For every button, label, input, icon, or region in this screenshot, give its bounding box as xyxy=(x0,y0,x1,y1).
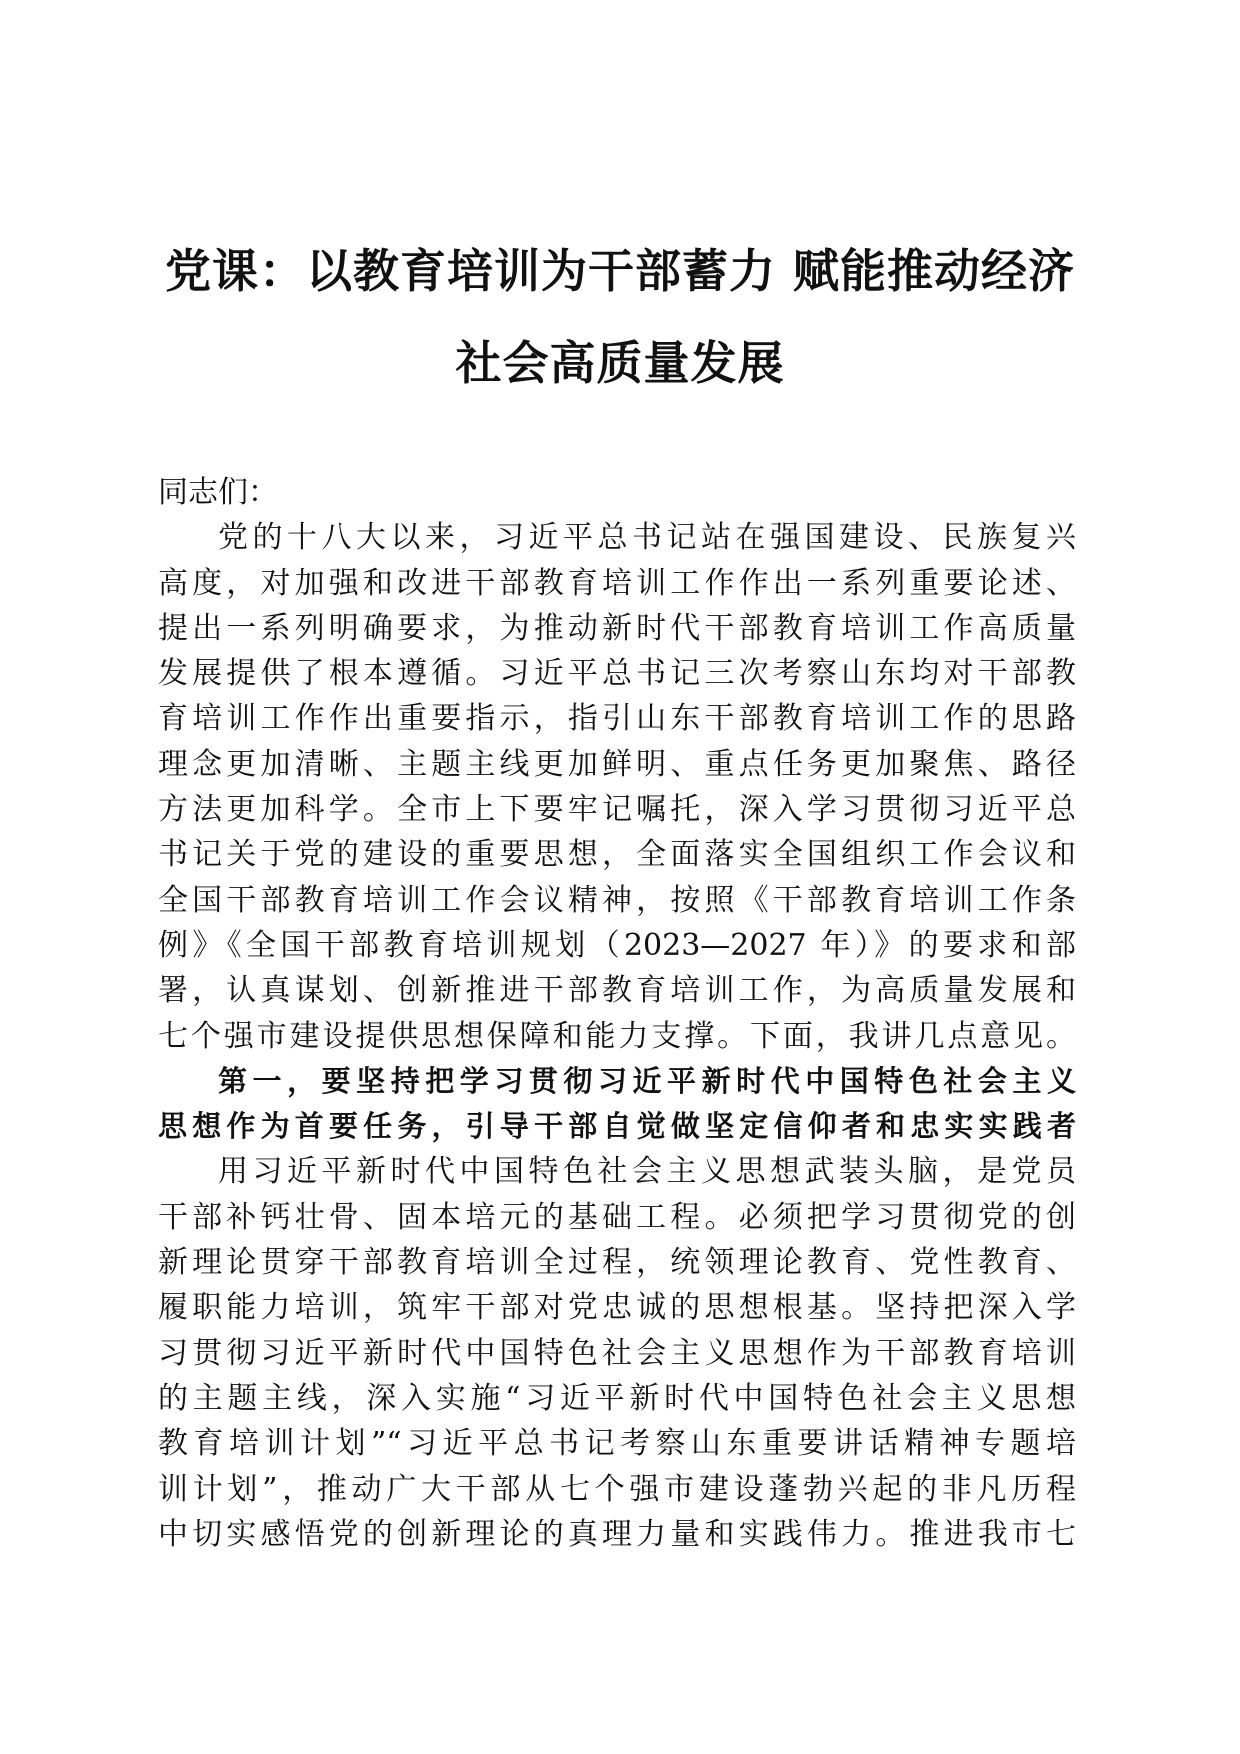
heading-line: 思想作为首要任务，引导干部自觉做坚定信仰者和忠实实践者 xyxy=(158,1109,1076,1144)
paragraph-line: 干部补钙壮骨、固本培元的基础工程。必须把学习贯彻党的创 xyxy=(158,1199,1076,1235)
paragraph-line: 履职能力培训，筑牢干部对党忠诚的思想根基。坚持把深入学 xyxy=(158,1290,1076,1326)
salutation: 同志们： xyxy=(158,475,278,510)
title-line-2: 社会高质量发展 xyxy=(455,336,785,390)
paragraph-line: 高度，对加强和改进干部教育培训工作作出一系列重要论述、 xyxy=(158,565,1076,601)
paragraph-section-1 xyxy=(158,1149,1076,1557)
paragraph-line: 育培训工作作出重要指示，指引山东干部教育培训工作的思路 xyxy=(158,701,1076,737)
paragraph-line: 理念更加清晰、主题主线更加鲜明、重点任务更加聚焦、路径 xyxy=(158,746,1076,782)
document-body xyxy=(158,470,1076,1557)
paragraph-intro xyxy=(158,515,1076,1059)
paragraph-line: 教育培训计划”“习近平总书记考察山东重要讲话精神专题培 xyxy=(158,1426,1076,1462)
heading-line: 第一，要坚持把学习贯彻习近平新时代中国特色社会主义 xyxy=(218,1063,1076,1098)
paragraph-line: 中切实感悟党的创新理论的真理力量和实践伟力。推进我市七 xyxy=(158,1516,1076,1552)
paragraph-line: 发展提供了根本遵循。习近平总书记三次考察山东均对干部教 xyxy=(158,656,1076,692)
paragraph-line: 书记关于党的建设的重要思想，全面落实全国组织工作会议和 xyxy=(158,837,1076,873)
paragraph-line: 习贯彻习近平新时代中国特色社会主义思想作为干部教育培训 xyxy=(158,1335,1076,1371)
document-title xyxy=(140,225,1100,409)
paragraph-line: 方法更加科学。全市上下要牢记嘱托，深入学习贯彻习近平总 xyxy=(158,792,1076,828)
paragraph-line: 全国干部教育培训工作会议精神，按照《干部教育培训工作条 xyxy=(158,882,1076,918)
paragraph-line: 署，认真谋划、创新推进干部教育培训工作，为高质量发展和 xyxy=(158,973,1076,1009)
paragraph-line: 的主题主线，深入实施“习近平新时代中国特色社会主义思想 xyxy=(158,1380,1076,1416)
paragraph-line: 新理论贯穿干部教育培训全过程，统领理论教育、党性教育、 xyxy=(158,1245,1076,1281)
paragraph-line: 训计划”，推动广大干部从七个强市建设蓬勃兴起的非凡历程 xyxy=(158,1471,1076,1507)
paragraph-line: 党的十八大以来，习近平总书记站在强国建设、民族复兴 xyxy=(218,520,1076,556)
paragraph-line: 七个强市建设提供思想保障和能力支撑。下面，我讲几点意见。 xyxy=(158,1018,1076,1054)
section-heading-1 xyxy=(158,1059,1076,1150)
paragraph-line: 提出一系列明确要求，为推动新时代干部教育培训工作高质量 xyxy=(158,610,1076,646)
paragraph-line: 用习近平新时代中国特色社会主义思想武装头脑，是党员 xyxy=(218,1154,1076,1190)
paragraph-line: 例》《全国干部教育培训规划（2023—2027 年）》的要求和部 xyxy=(158,927,1076,963)
title-line-1: 党课：以教育培训为干部蓄力 赋能推动经济 xyxy=(164,244,1075,298)
